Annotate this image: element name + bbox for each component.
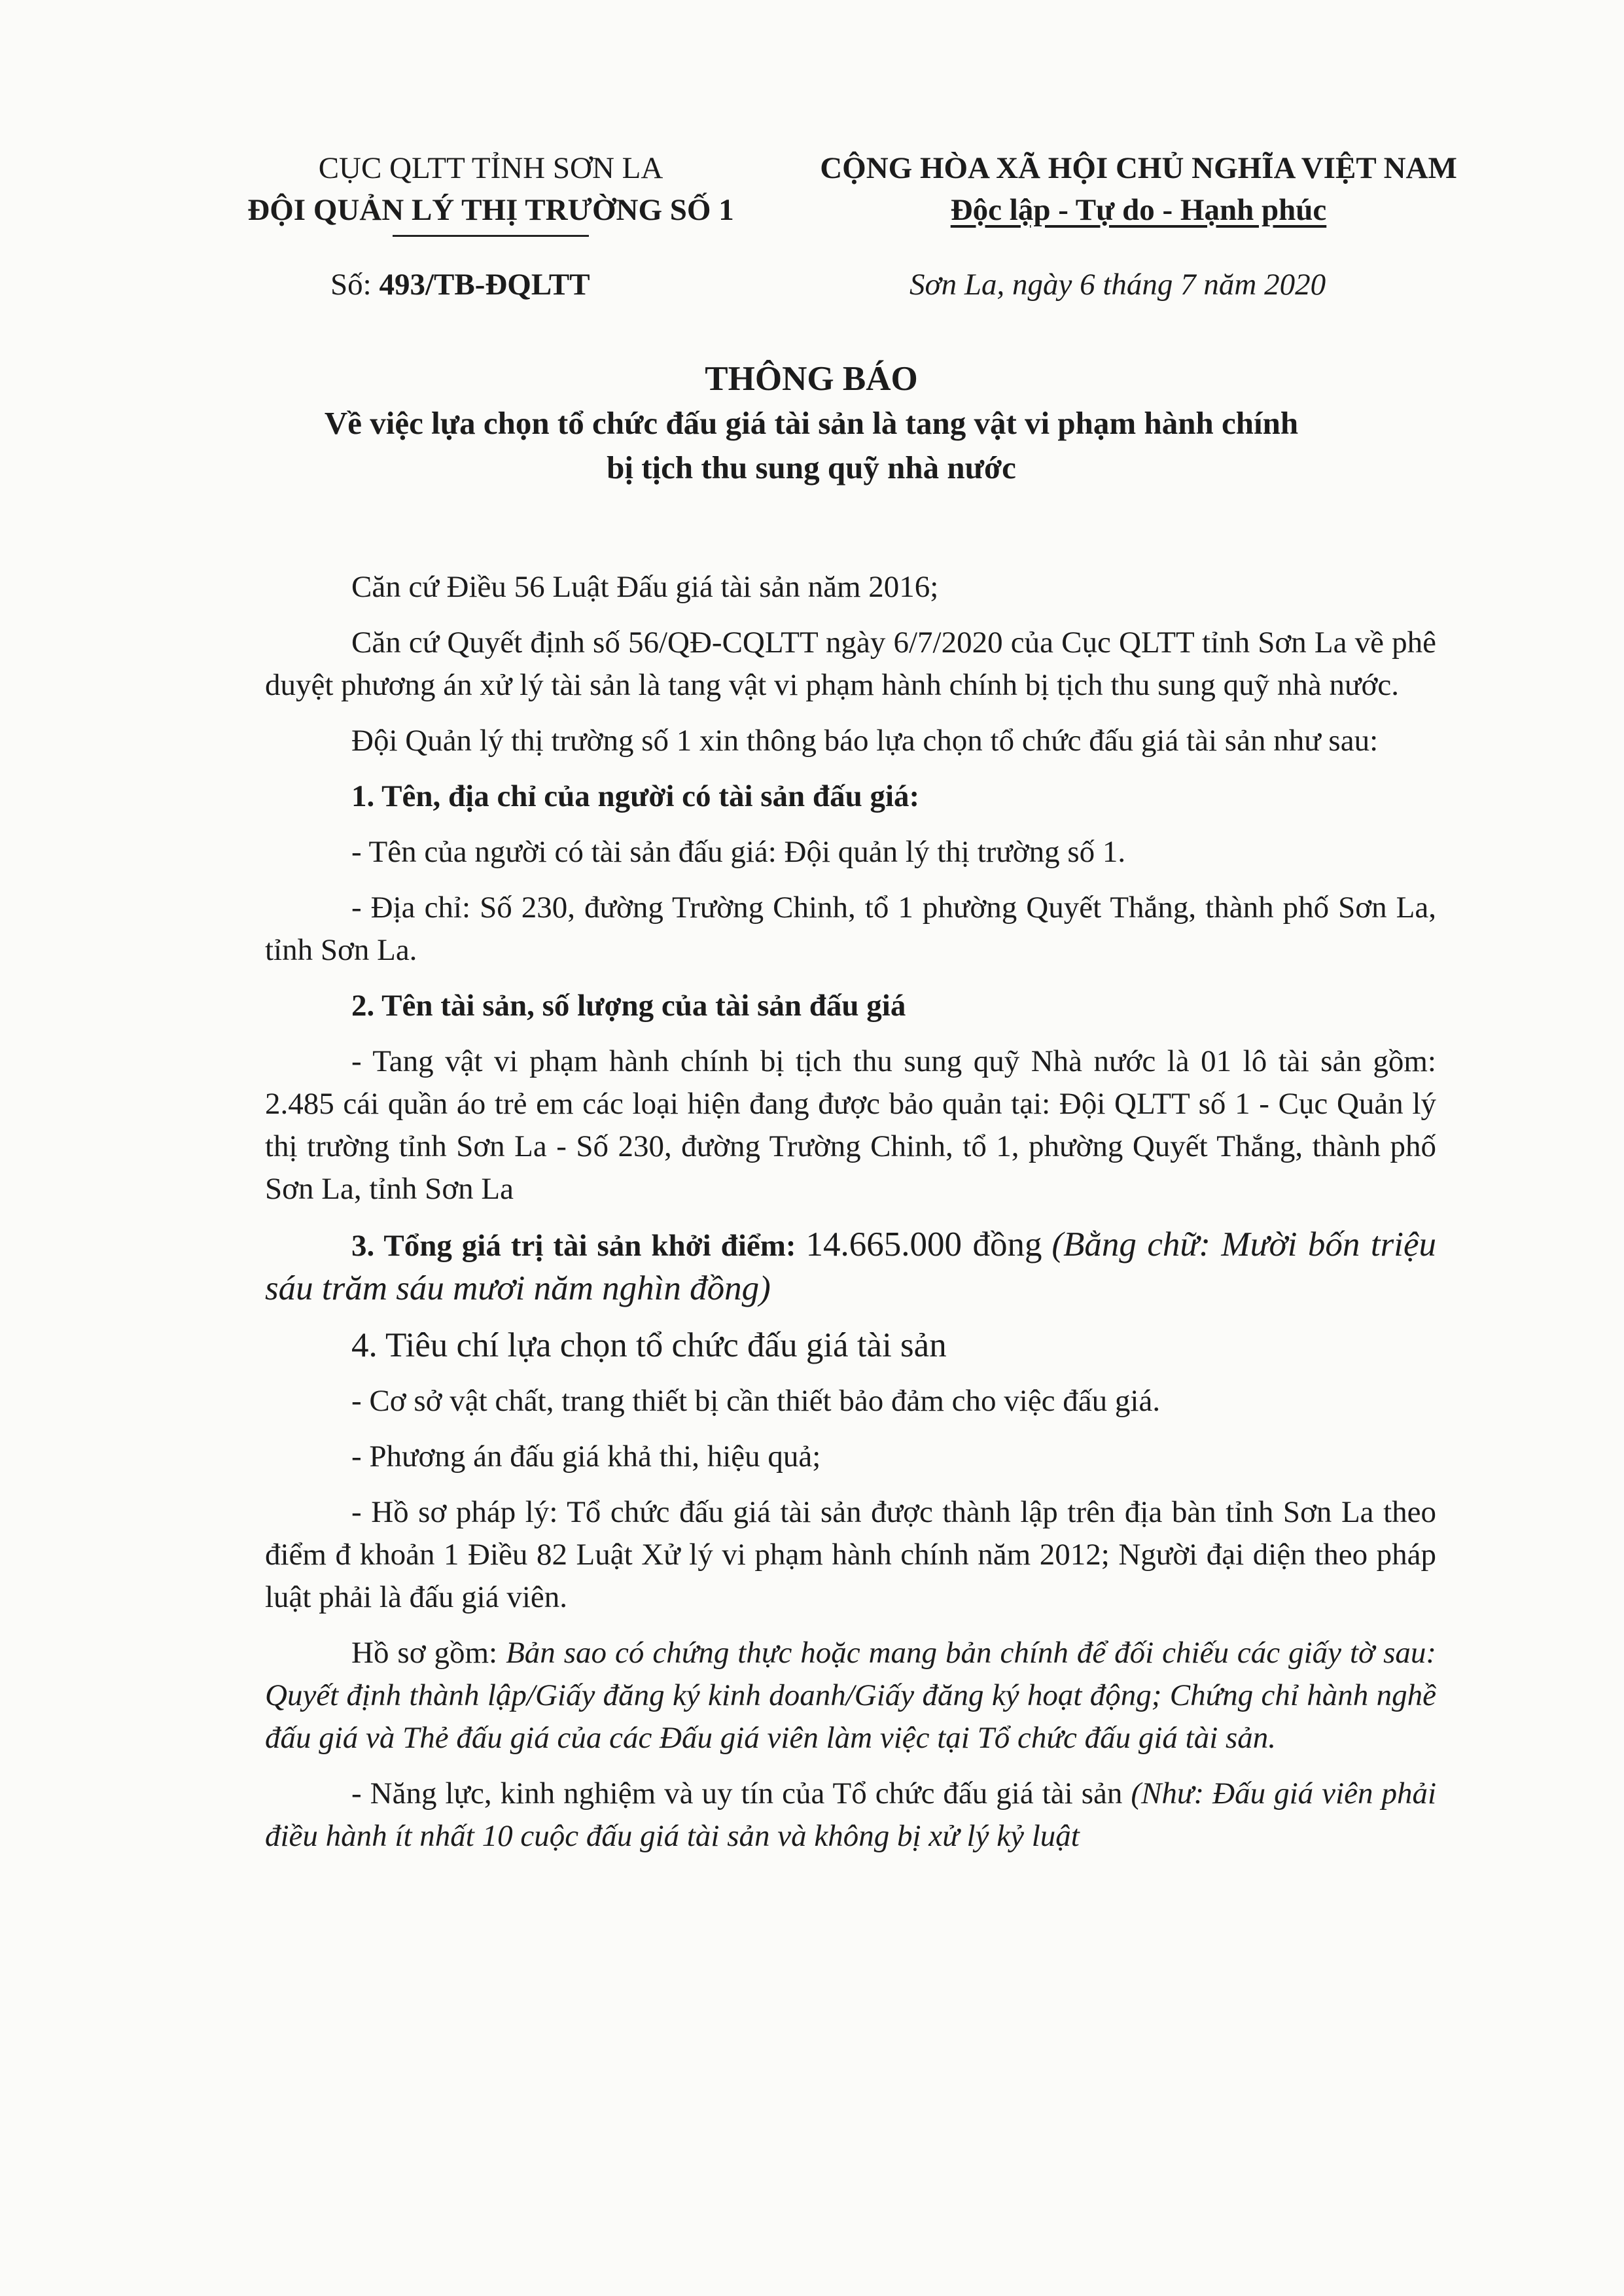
section-3-amount: 14.665.000 đồng xyxy=(805,1226,1042,1263)
intro-paragraph: Đội Quản lý thị trường số 1 xin thông báo lựa chọn tổ chức đấu giá tài sản như sau: xyxy=(351,724,1379,758)
title-line-2: bị tịch thu sung quỹ nhà nước xyxy=(607,450,1016,486)
national-motto: Độc lập - Tự do - Hạnh phúc xyxy=(950,193,1327,227)
section-1-owner-address: - Địa chỉ: Số 230, đường Trường Chinh, tổ 1 phường Quyết Thắng, thành phố Sơn La, tỉnh Sơn La. xyxy=(265,891,1436,967)
section-4-criterion-plan: - Phương án đấu giá khả thi, hiệu quả; xyxy=(351,1439,821,1474)
section-4-criterion-experience xyxy=(265,1773,1436,1858)
issuer-underline xyxy=(393,235,589,237)
section-4-criterion-legal: - Hồ sơ pháp lý: Tổ chức đấu giá tài sản được thành lập trên địa bàn tỉnh Sơn La theo điểm đ khoản 1 Điều 82 Luật Xử lý vi phạm hành chính năm 2012; Người đại diện theo pháp luật phải là đấu giá viên. xyxy=(265,1495,1436,1614)
section-1-heading: 1. Tên, địa chỉ của người có tài sản đấu giá: xyxy=(351,779,920,813)
experience-note: (Như: Đấu giá viên phải điều hành ít nhất 10 cuộc đấu giá tài sản và không bị xử lý kỷ luật xyxy=(265,1776,1437,1853)
section-4-criterion-facilities: - Cơ sở vật chất, trang thiết bị cần thiết bảo đảm cho việc đấu giá. xyxy=(351,1384,1161,1418)
required-documents-list: Bản sao có chứng thực hoặc mang bản chính để đối chiếu các giấy tờ sau: Quyết định thành lập/Giấy đăng ký kinh doanh/Giấy đăng ký hoạt động; Chứng chỉ hành nghề đấu giá và Thẻ đấu giá của các Đấu giá viên làm việc tại Tổ chức đấu giá tài sản. xyxy=(265,1636,1437,1755)
issuing-unit: ĐỘI QUẢN LÝ THỊ TRƯỜNG SỐ 1 xyxy=(247,193,734,227)
section-3-starting-value xyxy=(265,1224,1436,1311)
document-number-label: Số: xyxy=(330,268,372,302)
required-documents-label: Hồ sơ gồm: xyxy=(351,1636,498,1670)
basis-paragraph-1: Căn cứ Điều 56 Luật Đấu giá tài sản năm 2016; xyxy=(351,570,939,604)
section-1-owner-name: - Tên của người có tài sản đấu giá: Đội quản lý thị trường số 1. xyxy=(351,835,1126,869)
section-3-label: 3. Tổng giá trị tài sản khởi điểm: xyxy=(351,1229,796,1263)
document-number xyxy=(330,267,590,302)
country-name: CỘNG HÒA XÃ HỘI CHỦ NGHĨA VIỆT NAM xyxy=(820,151,1457,185)
title-line-1: Về việc lựa chọn tổ chức đấu giá tài sản là tang vật vi phạm hành chính xyxy=(324,405,1299,441)
place-and-date: Sơn La, ngày 6 tháng 7 năm 2020 xyxy=(909,268,1326,302)
parent-agency: CỤC QLTT TỈNH SƠN LA xyxy=(318,151,663,185)
document-number-value: 493/TB-ĐQLTT xyxy=(379,268,590,302)
section-4-required-documents xyxy=(265,1632,1436,1759)
section-4-heading: 4. Tiêu chí lựa chọn tổ chức đấu giá tài sản xyxy=(351,1326,947,1364)
basis-paragraph-2: Căn cứ Quyết định số 56/QĐ-CQLTT ngày 6/7/2020 của Cục QLTT tỉnh Sơn La về phê duyệt phương án xử lý tài sản là tang vật vi phạm hành chính bị tịch thu sung quỹ nhà nước. xyxy=(265,626,1436,702)
title-heading: THÔNG BÁO xyxy=(705,360,918,398)
issuer-block xyxy=(196,147,785,237)
experience-text: - Năng lực, kinh nghiệm và uy tín của Tổ chức đấu giá tài sản xyxy=(351,1776,1123,1810)
national-header xyxy=(772,147,1505,231)
section-2-asset-description: - Tang vật vi phạm hành chính bị tịch thu sung quỹ Nhà nước là 01 lô tài sản gồm: 2.485 cái quần áo trẻ em các loại hiện đang được bảo quản tại: Đội QLTT số 1 - Cục Quản lý thị trường tỉnh Sơn La - Số 230, đường Trường Chinh, tổ 1, phường Quyết Thắng, thành phố Sơn La, tỉnh Sơn La xyxy=(265,1044,1436,1206)
document-body xyxy=(265,566,1436,1871)
section-3-amount-in-words: (Bằng chữ: Mười bốn triệu sáu trăm sáu mươi năm nghìn đồng) xyxy=(265,1226,1436,1307)
document-title xyxy=(196,357,1426,490)
section-2-heading: 2. Tên tài sản, số lượng của tài sản đấu giá xyxy=(351,989,906,1023)
